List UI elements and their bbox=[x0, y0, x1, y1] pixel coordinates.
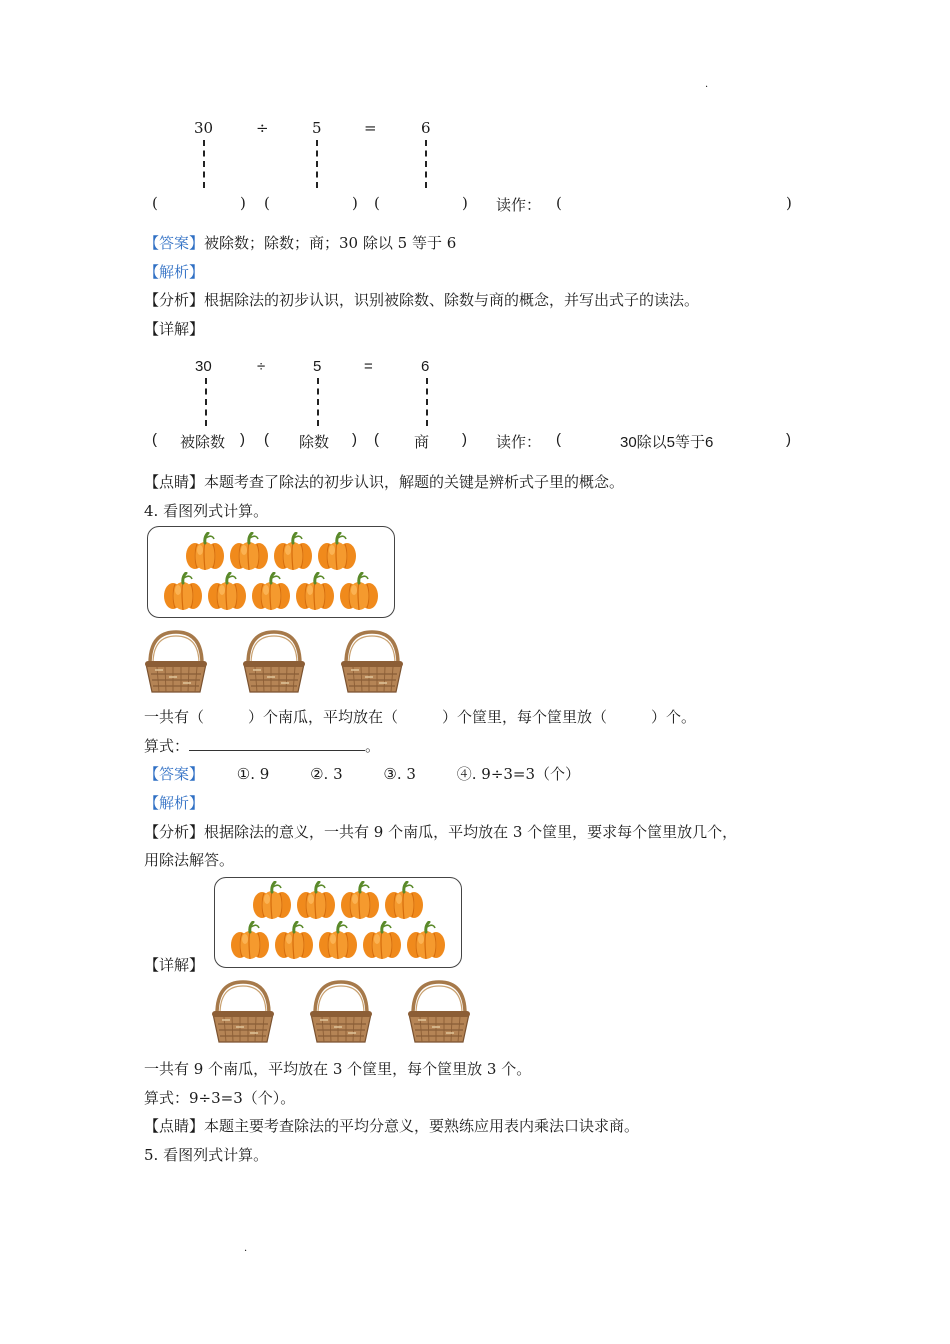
leader-line bbox=[205, 378, 207, 426]
fenxi-text: 根据除法的意义，一共有 9 个南瓜，平均放在 3 个筐里，要求每个筐里放几个， bbox=[204, 823, 738, 841]
leader-line bbox=[317, 378, 319, 426]
pumpkin-icon bbox=[383, 881, 425, 925]
filled-reading: 30除以5等于6 bbox=[620, 434, 714, 451]
read-label: 读作： bbox=[496, 196, 542, 214]
q3-answer bbox=[144, 232, 456, 253]
formula-label: 算式： bbox=[144, 737, 190, 755]
basket-icon bbox=[143, 630, 209, 698]
q4-analysis-tag: 【解析】 bbox=[144, 794, 205, 812]
pumpkin-icon bbox=[251, 881, 293, 925]
formula-op: ÷ bbox=[256, 119, 269, 137]
formula-blank bbox=[189, 736, 365, 751]
basket-icon bbox=[406, 980, 472, 1048]
answer-text: 被除数；除数；商；30 除以 5 等于 6 bbox=[204, 234, 457, 252]
pumpkin-icon bbox=[273, 921, 315, 965]
basket-icon bbox=[339, 630, 405, 698]
question-part: 一共有（ bbox=[144, 708, 205, 726]
basket-icon bbox=[210, 980, 276, 1048]
paren-right: ) bbox=[462, 194, 468, 212]
pumpkin-icon bbox=[229, 921, 271, 965]
q4-dianjing bbox=[144, 1115, 639, 1136]
formula-divisor: 5 bbox=[313, 358, 322, 375]
formula-dividend: 30 bbox=[195, 358, 212, 375]
formula-eq: = bbox=[364, 358, 373, 375]
footer-dot: · bbox=[244, 1246, 248, 1257]
formula-end: 。 bbox=[365, 737, 381, 755]
read-label: 读作： bbox=[496, 434, 542, 451]
pumpkin-icon bbox=[317, 921, 359, 965]
formula-op: ÷ bbox=[257, 358, 266, 375]
pumpkin-icon bbox=[361, 921, 403, 965]
paren-left: ( bbox=[556, 194, 562, 212]
leader-line bbox=[425, 140, 427, 188]
q4-fenxi bbox=[144, 821, 737, 842]
formula-quotient: 6 bbox=[421, 358, 430, 375]
question-part: ）个筐里，每个筐里放（ bbox=[442, 708, 608, 726]
fenxi-tag: 【分析】 bbox=[144, 291, 205, 309]
paren-right: ) bbox=[352, 194, 358, 212]
q4-result-line: 一共有 9 个南瓜，平均放在 3 个筐里，每个筐里放 3 个。 bbox=[144, 1060, 532, 1078]
answer-tag: 【答案】 bbox=[144, 234, 205, 252]
pumpkin-icon bbox=[405, 921, 447, 965]
paren-right: ) bbox=[462, 431, 467, 448]
q4-answer bbox=[144, 763, 580, 784]
q3-xiangjie-tag: 【详解】 bbox=[144, 320, 205, 338]
pumpkin-icon bbox=[250, 572, 292, 616]
dianjing-tag: 【点睛】 bbox=[144, 473, 205, 491]
paren-right: ) bbox=[786, 431, 791, 448]
pumpkin-icon bbox=[228, 532, 270, 576]
paren-left: ( bbox=[264, 431, 269, 448]
answer-item: ④. 9÷3=3（个） bbox=[456, 765, 581, 783]
q4-question-line bbox=[144, 706, 696, 727]
answer-tag: 【答案】 bbox=[144, 765, 205, 783]
q4-formula-line bbox=[144, 735, 380, 756]
paren-left: ( bbox=[264, 194, 270, 212]
paren-left: ( bbox=[374, 194, 380, 212]
paren-left: ( bbox=[556, 431, 561, 448]
q5-title: 5. 看图列式计算。 bbox=[144, 1146, 269, 1164]
fenxi-tag: 【分析】 bbox=[144, 823, 205, 841]
question-part: ）个。 bbox=[651, 708, 697, 726]
paren-right: ) bbox=[786, 194, 792, 212]
q4-formula-result: 算式：9÷3=3（个）。 bbox=[144, 1089, 296, 1107]
paren-left: ( bbox=[152, 194, 158, 212]
pumpkin-icon bbox=[184, 532, 226, 576]
pumpkin-icon bbox=[294, 572, 336, 616]
leader-line bbox=[203, 140, 205, 188]
header-dot: · bbox=[705, 82, 709, 93]
formula-quotient: 6 bbox=[421, 119, 431, 137]
filled-divisor: 除数 bbox=[299, 434, 330, 451]
pumpkin-icon bbox=[295, 881, 337, 925]
filled-quotient: 商 bbox=[414, 434, 430, 451]
pumpkin-icon bbox=[162, 572, 204, 616]
formula-divisor: 5 bbox=[312, 119, 322, 137]
answer-item: ②. 3 bbox=[310, 765, 343, 783]
fenxi-text: 根据除法的初步认识，识别被除数、除数与商的概念，并写出式子的读法。 bbox=[204, 291, 700, 309]
question-part: ）个南瓜，平均放在（ bbox=[248, 708, 399, 726]
paren-right: ) bbox=[240, 194, 246, 212]
pumpkin-icon bbox=[339, 881, 381, 925]
dianjing-tag: 【点睛】 bbox=[144, 1117, 205, 1135]
pumpkin-icon bbox=[272, 532, 314, 576]
pumpkin-icon bbox=[338, 572, 380, 616]
q4-fenxi-line2: 用除法解答。 bbox=[144, 851, 235, 869]
q3-dianjing bbox=[144, 471, 624, 492]
paren-left: ( bbox=[152, 431, 157, 448]
answer-item: ③. 3 bbox=[383, 765, 416, 783]
pumpkin-icon bbox=[316, 532, 358, 576]
paren-left: ( bbox=[374, 431, 379, 448]
dianjing-text: 本题考查了除法的初步认识，解题的关键是辨析式子里的概念。 bbox=[204, 473, 625, 491]
q4-title: 4. 看图列式计算。 bbox=[144, 502, 269, 520]
q3-fenxi bbox=[144, 289, 699, 310]
formula-eq: = bbox=[364, 119, 377, 137]
paren-right: ) bbox=[352, 431, 357, 448]
dianjing-text: 本题主要考查除法的平均分意义，要熟练应用表内乘法口诀求商。 bbox=[204, 1117, 640, 1135]
q3-analysis-tag: 【解析】 bbox=[144, 263, 205, 281]
filled-dividend: 被除数 bbox=[180, 434, 226, 451]
leader-line bbox=[316, 140, 318, 188]
answer-item: ①. 9 bbox=[236, 765, 270, 783]
basket-icon bbox=[308, 980, 374, 1048]
formula-dividend: 30 bbox=[194, 119, 214, 137]
basket-icon bbox=[241, 630, 307, 698]
paren-right: ) bbox=[240, 431, 245, 448]
pumpkin-icon bbox=[206, 572, 248, 616]
leader-line bbox=[426, 378, 428, 426]
q4-xiangjie-tag: 【详解】 bbox=[144, 956, 205, 974]
